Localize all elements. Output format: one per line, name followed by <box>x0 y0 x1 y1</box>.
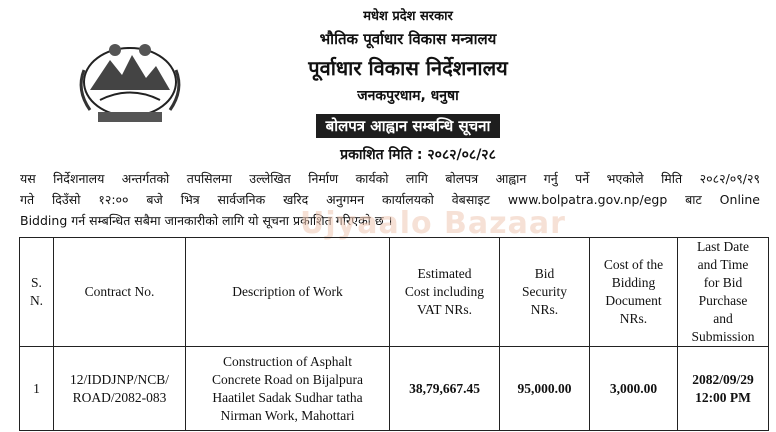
cell-text: ROAD/2082-083 <box>72 389 167 405</box>
header-bid-security <box>500 238 590 347</box>
header-text: Cost including <box>404 284 485 299</box>
header-text: NRs. <box>530 302 559 317</box>
header-text: Estimated <box>417 266 472 281</box>
cell-text: 2082/09/29 <box>692 371 754 387</box>
notice-body-line: गते दिउँसो १२:०० बजे भित्र सार्वजनिक खरिद अनुगमन कार्यालयको वेबसाइट www.bolpatra.gov.np/egp बाट Online <box>20 192 760 207</box>
notice-banner-wrap <box>0 114 776 138</box>
location-title: जनकपुरधाम, धनुषा <box>357 88 459 104</box>
cell-description <box>186 347 390 431</box>
cell-sn: 1 <box>20 347 54 431</box>
header-text: Purchase <box>698 293 748 308</box>
cell-text: Concrete Road on Bijalpura <box>211 371 364 387</box>
header-sn <box>20 238 54 347</box>
header-text: S. <box>31 275 42 290</box>
header-last-date <box>678 238 769 347</box>
ministry-title: भौतिक पूर्वाधार विकास मन्त्रालय <box>319 30 497 48</box>
cell-last-date <box>678 347 769 431</box>
cell-estimated-cost: 38,79,667.45 <box>390 347 500 431</box>
watermark: Ujyaalo Bazaar <box>300 206 566 241</box>
cell-text: 12/IDDJNP/NCB/ <box>69 371 169 387</box>
header-text: Description of Work <box>232 284 343 299</box>
header-text: for Bid <box>703 275 743 290</box>
cell-bid-security: 95,000.00 <box>500 347 590 431</box>
notice-banner: बोलपत्र आह्वान सम्बन्धि सूचना <box>316 114 501 138</box>
table-header-row <box>20 238 769 347</box>
header-text: N. <box>29 293 44 308</box>
header-text: Submission <box>691 329 755 344</box>
directorate-title: पूर्वाधार विकास निर्देशनालय <box>308 56 508 80</box>
header-text: and Time <box>697 257 749 272</box>
header-document-cost <box>590 238 678 347</box>
header-text: Last Date <box>696 239 750 254</box>
notice-body-line: Bidding गर्न सम्बन्धित सबैमा जानकारीको लागि यो सूचना प्रकाशित गरिएको छ । <box>20 213 393 228</box>
province-government-title: मधेश प्रदेश सरकार <box>363 9 453 24</box>
header-estimated-cost <box>390 238 500 347</box>
cell-contract-no <box>54 347 186 431</box>
header-text: Bidding <box>611 275 656 290</box>
cell-text: 12:00 PM <box>695 389 751 405</box>
notice-body-line: यस निर्देशनालय अन्तर्गतको तपसिलमा उल्लेखित निर्माण कार्यको लागि बोलपत्र आह्वान गर्नु पर्ने भएकोले मिति २०८२/०९/२९ <box>20 171 760 186</box>
header-text: Security <box>522 284 567 299</box>
header-text: and <box>713 311 733 326</box>
header-text: Cost of the <box>603 257 664 272</box>
header-text: VAT NRs. <box>416 302 473 317</box>
header-contract-no <box>54 238 186 347</box>
header-text: Document <box>605 293 662 308</box>
cell-text: Nirman Work, Mahottari <box>220 407 355 423</box>
cell-text: Construction of Asphalt <box>223 353 352 369</box>
cell-text: Haatilet Sadak Sudhar tatha <box>212 389 363 405</box>
header-description <box>186 238 390 347</box>
header-text: Contract No. <box>84 284 155 299</box>
header-text: NRs. <box>619 311 648 326</box>
contract-table <box>19 237 769 431</box>
header-text: Bid <box>534 266 555 281</box>
table-row <box>20 347 769 431</box>
cell-document-cost: 3,000.00 <box>590 347 678 431</box>
published-date: प्रकाशित मिति : २०८२/०८/२८ <box>340 147 496 163</box>
